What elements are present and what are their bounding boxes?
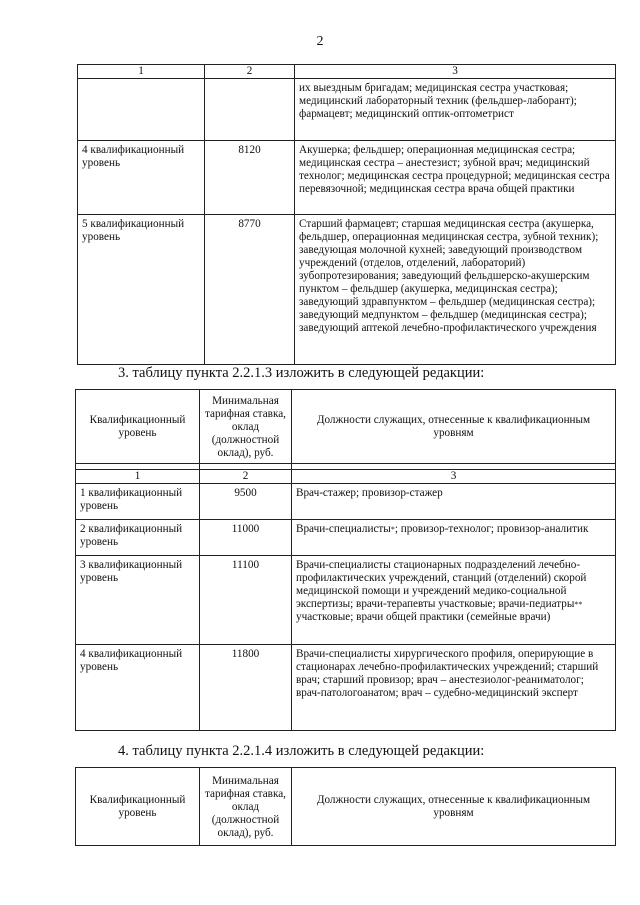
table-row	[76, 520, 616, 556]
positions-cell: их выездным бригадам; медицинская сестра участковая; медицинский лабораторный техник (фельдшер-лаборант); фармацевт; медицинский оптик-оптометрист	[295, 79, 616, 141]
salary-cell	[205, 79, 295, 141]
positions-text: Врачи-специалисты стационарных подразделений лечебно-профилактических учреждений, станций (отделений) скорой медицинской помощи и учреждений медико-социальной экспертизы; врачи-терапевты участковые; врачи-педиатры	[296, 559, 587, 610]
table-row	[76, 484, 616, 520]
table-column-numbers	[78, 65, 616, 79]
column-number: 1	[78, 65, 205, 79]
positions-cell: Врачи-специалисты хирургического профиля, оперирующие в стационарах лечебно-профилактических учреждений; старший врач; старший провизор; врач – анестезиолог-реаниматолог; врач-патологоанатом; врач – судебно-медицинский эксперт	[292, 645, 616, 731]
header-positions: Должности служащих, отнесенные к квалификационным уровням	[292, 768, 616, 846]
table-column-numbers	[76, 470, 616, 484]
table-row	[76, 556, 616, 645]
section-heading: 3. таблицу пункта 2.2.1.3 изложить в следующей редакции:	[118, 365, 485, 381]
salary-cell: 11000	[200, 520, 292, 556]
column-number: 3	[295, 65, 616, 79]
qualification-table	[75, 389, 616, 731]
level-cell: 2 квалификационный уровень	[76, 520, 200, 556]
qualification-table-header	[75, 767, 616, 846]
salary-cell: 11100	[200, 556, 292, 645]
table-row	[78, 79, 616, 141]
page-number: 2	[316, 34, 324, 49]
header-salary: Минимальная тарифная ставка, оклад (должностной оклад), руб.	[200, 768, 292, 846]
level-cell	[78, 79, 205, 141]
level-cell: 3 квалификационный уровень	[76, 556, 200, 645]
salary-cell: 9500	[200, 484, 292, 520]
level-cell: 4 квалификационный уровень	[76, 645, 200, 731]
positions-cell: Врач-стажер; провизор-стажер	[292, 484, 616, 520]
positions-cell	[292, 520, 616, 556]
positions-text: ; провизор-технолог; провизор-аналитик	[394, 523, 589, 535]
level-cell: 5 квалификационный уровень	[78, 215, 205, 365]
column-number: 1	[76, 470, 200, 484]
table-continuation	[77, 64, 616, 365]
table-header-row	[76, 768, 616, 846]
salary-cell: 8120	[205, 141, 295, 215]
level-cell: 4 квалификационный уровень	[78, 141, 205, 215]
positions-cell: Акушерка; фельдшер; операционная медицинская сестра; медицинская сестра – анестезист; зубной врач; медицинский технолог; медицинская сестра процедурной; медицинская сестра перевязочной; медицинская сестра врача общей практики	[295, 141, 616, 215]
section-heading: 4. таблицу пункта 2.2.1.4 изложить в следующей редакции:	[118, 743, 485, 759]
header-level: Квалификационный уровень	[76, 768, 200, 846]
column-number: 3	[292, 470, 616, 484]
positions-cell	[292, 556, 616, 645]
column-number: 2	[200, 470, 292, 484]
footnote-mark: *	[390, 525, 395, 534]
salary-cell: 11800	[200, 645, 292, 731]
table-header-row	[76, 390, 616, 464]
header-level: Квалификационный уровень	[76, 390, 200, 464]
positions-cell: Старший фармацевт; старшая медицинская сестра (акушерка, фельдшер, операционная медицинская сестра, зубной техник); заведующая молочной кухней; заведующий производством учреждений (отделов, отделений, лабораторий) зубопротезирования; заведующий фельдшерско-акушерским пунктом – фельдшер (акушерка, медицинская сестра); заведующий здравпунктом – фельдшер (медицинская сестра); заведующий медпунктом – фельдшер (медицинская сестра); заведующий аптекой лечебно-профилактического учреждения	[295, 215, 616, 365]
positions-text: участковые; врачи общей практики (семейные врачи)	[296, 611, 551, 623]
header-salary: Минимальная тарифная ставка, оклад (должностной оклад), руб.	[200, 390, 292, 464]
salary-cell: 8770	[205, 215, 295, 365]
footnote-mark: **	[574, 600, 583, 609]
positions-text: Врачи-специалисты	[296, 523, 391, 535]
table-row	[76, 645, 616, 731]
column-number: 2	[205, 65, 295, 79]
table-row	[78, 215, 616, 365]
header-positions: Должности служащих, отнесенные к квалификационным уровням	[292, 390, 616, 464]
level-cell: 1 квалификационный уровень	[76, 484, 200, 520]
table-row	[78, 141, 616, 215]
